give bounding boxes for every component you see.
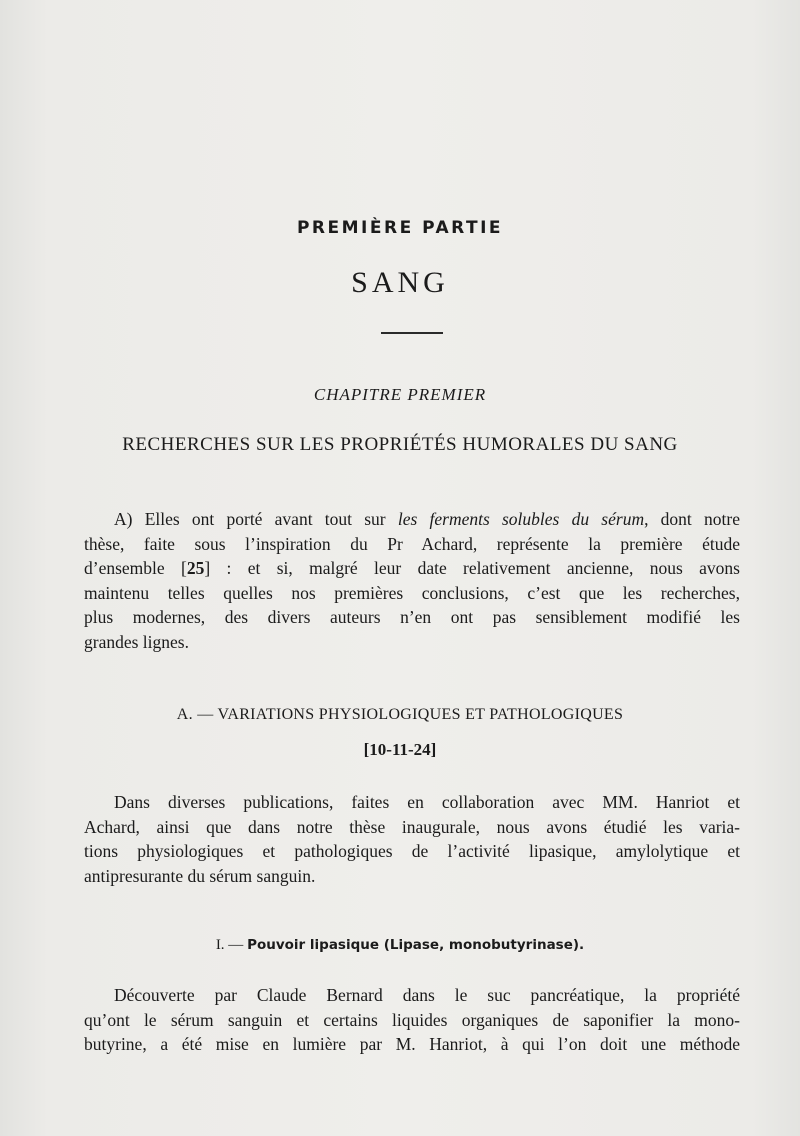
paragraph-line [84,507,740,532]
italic-phrase: les ferments solubles du sérum [397,509,645,529]
paragraph-line: butyrine, a été mise en lumière par M. Hanriot, à qui l’on doit une méthode [84,1034,740,1054]
text-run: ] : et si, malgré leur date relativement ancienne, nous avons [204,558,740,578]
paragraph-line: grandes lignes. [84,631,189,652]
paragraph-line: antipresurante du sérum sanguin. [84,865,316,886]
text-run: A) Elles ont porté avant tout sur [114,509,398,529]
chapter-title: RECHERCHES SUR LES PROPRIÉTÉS HUMORALES DU SANG [122,434,678,455]
paragraph-line [84,556,740,581]
paragraph-variations [84,790,740,888]
title-divider [381,332,443,334]
section-i-heading [0,937,800,954]
part-title: PREMIÈRE PARTIE [296,218,504,238]
paragraph-line: maintenu telles quelles nos premières conclusions, c’est que les recherches, [84,582,740,603]
paragraph-line: Achard, ainsi que dans notre thèse inaugurale, nous avons étudié les varia- [84,816,740,837]
paragraph-ferments [84,507,740,654]
section-a-heading: A. — VARIATIONS PHYSIOLOGIQUES ET PATHOLOGIQUES [176,706,624,723]
citation-ref: 25 [186,558,205,578]
paragraph-line: thèse, faite sous l’inspiration du Pr Achard, représente la première étude [84,533,740,554]
paragraph-line: tions physiologiques et pathologiques de l’activité lipasique, amylolytique et [84,841,740,861]
paragraph-line: qu’ont le sérum sanguin et certains liquides organiques de saponifier la mono- [84,1009,740,1030]
text-run: d’ensemble [ [84,558,187,578]
paragraph-line: plus modernes, des divers auteurs n’en ont pas sensiblement modifié les [84,607,740,627]
paragraph-line: Dans diverses publications, faites en collaboration avec MM. Hanriot et [114,792,740,812]
text-run: , dont notre [644,509,740,529]
section-i-number: I. — [215,937,248,953]
chapter-heading: CHAPITRE PREMIER [313,385,487,404]
section-a-references: [10-11-24] [363,740,437,759]
section-i-title: Pouvoir lipasique (Lipase, monobutyrinase). [247,937,585,953]
main-title: SANG [351,266,449,299]
paragraph-line: Découverte par Claude Bernard dans le suc pancréatique, la propriété [114,985,740,1005]
paragraph-lipase [84,983,740,1057]
